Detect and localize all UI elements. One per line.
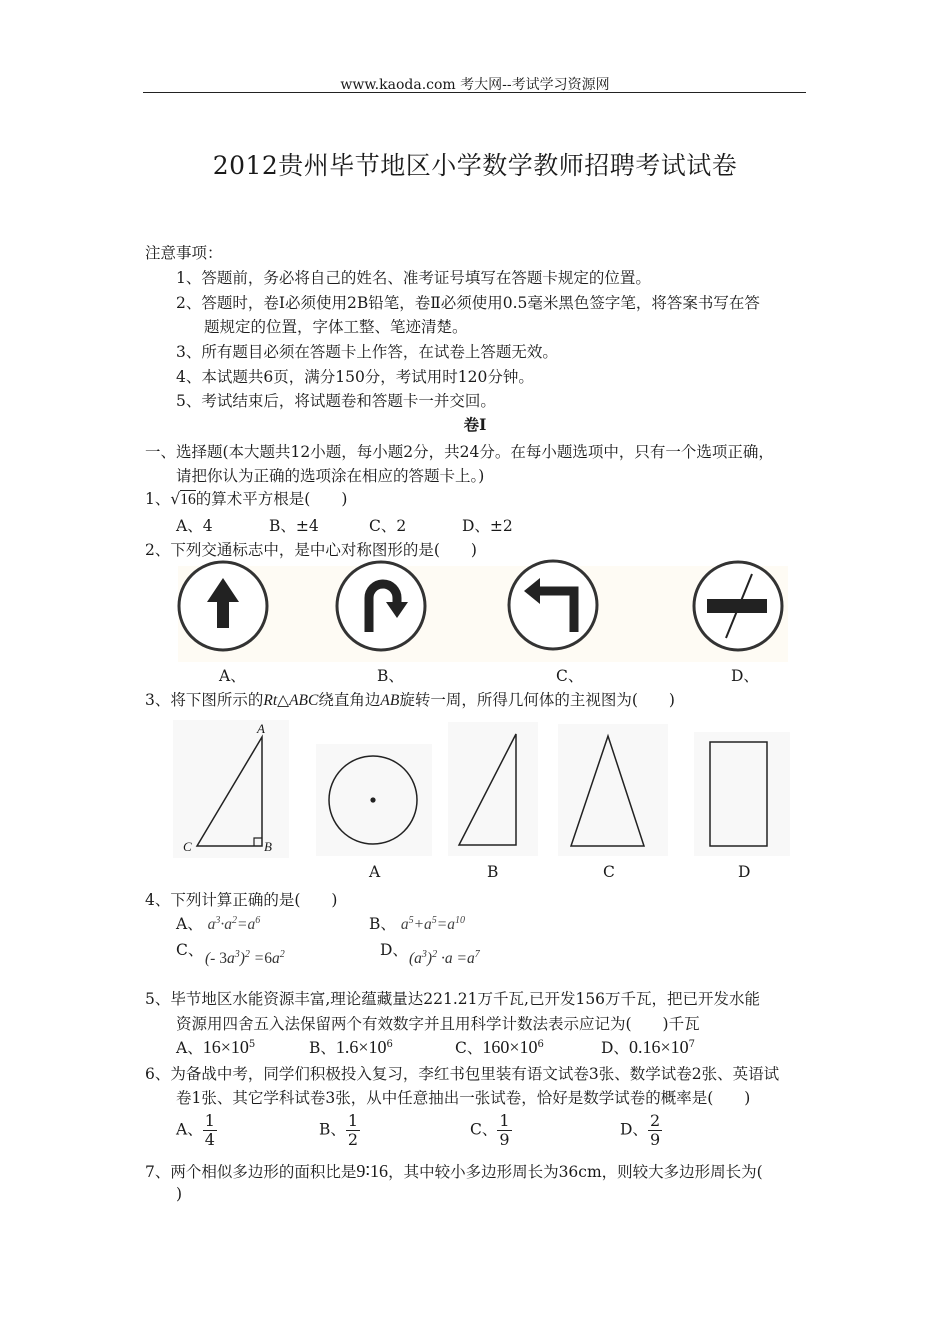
section-heading: 卷Ⅰ xyxy=(463,415,487,434)
q7-prefix: 7、两个相似多边形的面积比是 xyxy=(145,1163,357,1181)
term: a xyxy=(424,916,432,933)
q6-a-denominator: 4 xyxy=(204,1130,215,1149)
question-4: 4、下列计算正确的是( ) xyxy=(145,891,338,909)
q6-d-numerator: 2 xyxy=(649,1111,661,1130)
q5-option-a xyxy=(176,1036,255,1058)
term: a xyxy=(400,916,409,933)
page-title: 2012贵州毕节地区小学数学教师招聘考试试卷 xyxy=(212,151,738,180)
q5-d-exp: 7 xyxy=(688,1038,695,1050)
term: a xyxy=(444,950,453,968)
q4-option-b: B、 $a^5+a^5=a^{10}$ xyxy=(369,914,466,933)
option-a-circle xyxy=(316,744,432,856)
term: - 3 xyxy=(210,950,227,968)
q2-label-b: B、 xyxy=(377,667,404,685)
q5-d-label: D、 xyxy=(601,1039,629,1057)
note-item: 1、答题前，务必将自己的姓名、准考证号填写在答题卡规定的位置。 xyxy=(176,269,651,287)
question-5-cont: 资源用四舍五入法保留两个有效数字并且用科学计数法表示应记为( )千瓦 xyxy=(176,1015,700,1033)
exp: 6 xyxy=(255,914,261,926)
q5-c-label: C、 xyxy=(455,1039,483,1057)
q4-d-label: D、 xyxy=(380,941,408,959)
q1-option-d: D、±2 xyxy=(462,517,513,535)
q2-label-d: D、 xyxy=(731,667,759,685)
question-5: 5、毕节地区水能资源丰富,理论蕴藏量达221.21万千瓦,已开发156万千瓦，把已开发水能 xyxy=(145,990,761,1008)
q5-a-label: A、 xyxy=(176,1039,203,1057)
exp: 7 xyxy=(474,949,480,960)
q4-c-label: C、 xyxy=(176,941,204,959)
q6-option-a xyxy=(176,1112,217,1149)
vertex-a-label: A xyxy=(257,721,265,736)
q5-b-label: B、 xyxy=(309,1039,336,1057)
q6-option-c xyxy=(470,1112,512,1149)
q5-option-d xyxy=(601,1036,695,1058)
term: a xyxy=(447,916,456,933)
q1-option-a: A、4 xyxy=(176,517,213,535)
question-6: 6、为备战中考，同学们积极投入复习，李红书包里装有语文试卷3张、数学试卷2张、英语试 xyxy=(145,1065,780,1083)
q3-edge: AB xyxy=(380,692,400,709)
exp: 3 xyxy=(234,949,240,960)
q5-a-value: 16×10 xyxy=(202,1037,249,1057)
exp: 2 xyxy=(244,949,250,960)
q5-b-value: 1.6×10 xyxy=(335,1037,387,1057)
option-d-rectangle xyxy=(694,732,790,856)
question-2: 2、下列交通标志中，是中心对称图形的是( ) xyxy=(145,541,477,559)
q1-option-c: C、2 xyxy=(369,517,407,535)
exp: 2 xyxy=(432,949,438,960)
vertex-b-label: B xyxy=(264,839,272,854)
q1-prefix: 1、 xyxy=(145,490,171,508)
note-item: 3、所有题目必须在答题卡上作答，在试卷上答题无效。 xyxy=(176,343,558,361)
q6-option-b xyxy=(319,1112,360,1149)
q3-label-d: D xyxy=(738,863,751,881)
part-instructions: 一、选择题(本大题共12小题，每小题2分，共24分。在每小题选项中，只有一个选项正确， xyxy=(145,443,774,461)
q6-d-denominator: 9 xyxy=(649,1130,661,1149)
q6-d-label: D、 xyxy=(620,1120,648,1139)
q3-middle: 绕直角边 xyxy=(318,691,381,709)
exp: 2 xyxy=(279,949,285,960)
q3-prefix: 3、将下图所示的 xyxy=(145,691,264,709)
term: 6 xyxy=(264,950,272,968)
option-c-isosceles-triangle xyxy=(558,724,668,856)
q6-option-d xyxy=(620,1112,662,1149)
q3-label-c: C xyxy=(603,863,615,881)
q5-c-exp: 6 xyxy=(537,1038,544,1050)
exp: 2 xyxy=(232,914,238,926)
exp: 3 xyxy=(215,914,221,926)
q1-suffix: 的算术平方根是( ) xyxy=(195,490,348,508)
q7-suffix: ，其中较小多边形周长为36cm，则较大多边形周长为( xyxy=(388,1163,763,1181)
note-item: 2、答题时，卷Ⅰ必须使用2B铅笔，卷Ⅱ必须使用0.5毫米黑色签字笔，将答案书写在答 xyxy=(176,294,760,312)
q4-option-c: (- $3a^3)^2 =6a^2$ xyxy=(205,949,285,968)
term: a xyxy=(271,950,280,968)
term: a xyxy=(224,916,233,933)
q3-suffix: 旋转一周，所得几何体的主视图为( ) xyxy=(399,691,675,709)
exp: 5 xyxy=(408,914,414,926)
q6-b-denominator: 2 xyxy=(347,1130,359,1149)
notes-heading: 注意事项： xyxy=(145,244,223,262)
q5-option-c xyxy=(455,1036,544,1058)
q6-a-numerator: 1 xyxy=(204,1111,215,1130)
q2-label-c: C、 xyxy=(556,667,584,685)
q3-label-a: A xyxy=(369,863,381,881)
part-instructions-cont: 请把你认为正确的选项涂在相应的答题卡上。) xyxy=(176,467,485,485)
term: a xyxy=(247,916,256,933)
term: a xyxy=(414,950,422,968)
question-7-cont: ) xyxy=(176,1185,183,1203)
q6-b-label: B、 xyxy=(319,1120,346,1139)
option-b-right-triangle xyxy=(448,722,538,856)
note-item: 5、考试结束后，将试题卷和答题卡一并交回。 xyxy=(176,392,496,410)
q4-option-d: $(a^3)^2 \cdot a =a^7$ xyxy=(409,949,480,968)
q1-radicand: 16 xyxy=(180,491,196,508)
note-item: 题规定的位置，字体工整、笔迹清楚。 xyxy=(204,318,468,336)
q4-a-label: A、 xyxy=(176,915,203,933)
note-item: 4、本试题共6页，满分150分，考试用时120分钟。 xyxy=(176,368,534,386)
term: a xyxy=(226,950,235,968)
q1-option-b: B、±4 xyxy=(269,517,319,535)
question-7 xyxy=(145,1160,763,1182)
question-6-cont: 卷1张、其它学科试卷3张，从中任意抽出一张试卷，恰好是数学试卷的概率是( ) xyxy=(176,1089,751,1107)
q2-label-a: A、 xyxy=(219,667,246,685)
q6-c-label: C、 xyxy=(470,1120,498,1139)
q6-c-numerator: 1 xyxy=(499,1111,510,1130)
vertex-c-label: C xyxy=(183,839,192,854)
q5-option-b xyxy=(309,1036,393,1058)
q4-option-a: A、 $a^3\cdot a^2=a^6$ xyxy=(176,914,261,933)
q4-b-label: B、 xyxy=(369,915,396,933)
term: a xyxy=(466,950,475,968)
q5-d-value: 0.16×10 xyxy=(628,1037,689,1057)
page-header: www.kaoda.com 考大网--考试学习资源网 xyxy=(340,77,610,93)
q5-b-exp: 6 xyxy=(386,1038,393,1050)
q6-a-label: A、 xyxy=(176,1120,203,1139)
q7-ratio: 9∶16 xyxy=(356,1161,389,1181)
q6-b-numerator: 1 xyxy=(347,1111,359,1130)
term: a xyxy=(207,916,216,933)
exp: 3 xyxy=(421,949,427,960)
triangle-abc xyxy=(173,720,289,858)
q5-c-value: 160×10 xyxy=(482,1037,538,1057)
q6-c-denominator: 9 xyxy=(499,1130,510,1149)
q5-a-exp: 5 xyxy=(248,1038,256,1050)
exp: 10 xyxy=(455,914,466,926)
exp: 5 xyxy=(431,914,437,926)
sqrt-symbol: √ xyxy=(170,490,181,508)
q3-triangle: Rt△ABC xyxy=(263,692,319,709)
q3-label-b: B xyxy=(487,863,499,881)
